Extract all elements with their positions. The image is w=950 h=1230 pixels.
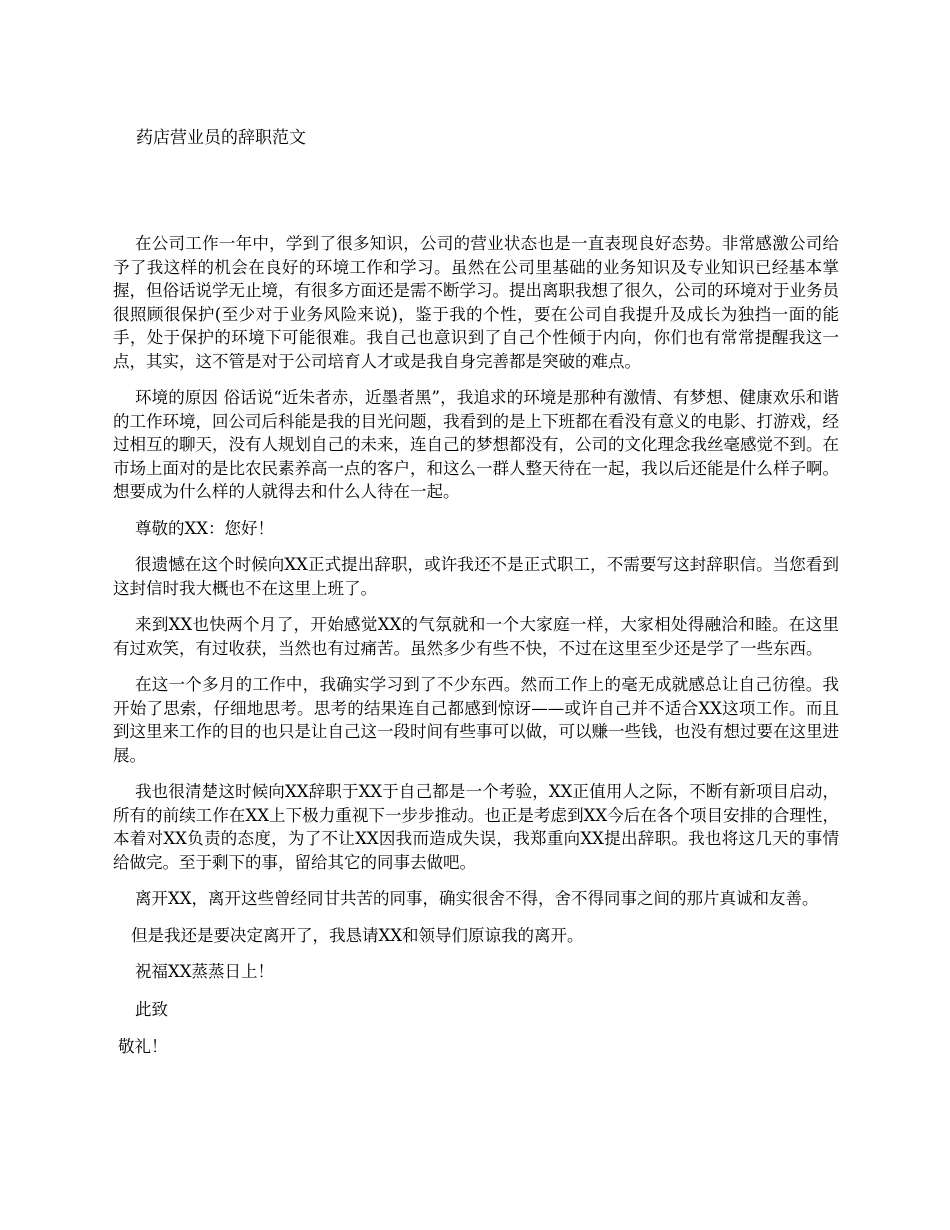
paragraph-8: 但是我还是要决定离开了，我恳请XX和领导们原谅我的离开。 [131, 925, 584, 945]
paragraph-4: 来到XX也快两个月了，开始感觉XX的气氛就和一个大家庭一样，大家相处得融洽和睦。在这里有过欢笑，有过收获，当然也有过痛苦。虽然多少有些不快，不过在这里至少还是学了一些东西。 [113, 615, 839, 658]
closing-cizhi: 此致 [135, 999, 168, 1019]
closing-jingli: 敬礼！ [118, 1037, 168, 1056]
blessing-line: 祝福XX蒸蒸日上！ [135, 962, 274, 981]
paragraph-3: 很遗憾在这个时候向XX正式提出辞职，或许我还不是正式职工，不需要写这封辞职信。当您看到这封信时我大概也不在这里上班了。 [113, 555, 839, 598]
document-body [113, 232, 839, 1072]
paragraph-7: 离开XX，离开这些曾经同甘共苦的同事，确实很舍不得，舍不得同事之间的那片真诚和友善。 [135, 889, 819, 908]
document-title: 药店营业员的辞职范文 [136, 128, 306, 148]
paragraph-6: 我也很清楚这时候向XX辞职于XX于自己都是一个考验，XX正值用人之际，不断有新项目启动，所有的前续工作在XX上下极力重视下一步步推动。也正是考虑到XX今后在各个项目安排的合理性，本着对XX负责的态度，为了不让XX因我而造成失误，我郑重向XX提出辞职。我也将这几天的事情给做完。至于剩下的事，留给其它的同事去做吧。 [113, 782, 839, 872]
salutation: 尊敬的XX：您好！ [135, 518, 274, 538]
paragraph-1: 在公司工作一年中，学到了很多知识，公司的营业状态也是一直表现良好态势。非常感激公司给予了我这样的机会在良好的环境工作和学习。虽然在公司里基础的业务知识及专业知识已经基本掌握，但俗话说学无止境，有很多方面还是需不断学习。提出离职我想了很久，公司的环境对于业务员很照顾很保护(至少对于业务风险来说)，鉴于我的个性，要在公司自我提升及成长为独挡一面的能手，处于保护的环境下可能很难。我自己也意识到了自己个性倾于内向，你们也有常常提醒我这一点，其实，这不管是对于公司培育人才或是我自身完善都是突破的难点。 [113, 234, 839, 371]
paragraph-5: 在这一个多月的工作中，我确实学习到了不少东西。然而工作上的毫无成就感总让自己彷徨。我开始了思索，仔细地思考。思考的结果连自己都感到惊讶——或许自己并不适合XX这项工作。而且到这里来工作的目的也只是让自己这一段时间有些事可以做，可以赚一些钱，也没有想过要在这里进展。 [113, 675, 839, 765]
paragraph-2: 环境的原因 俗话说“近朱者赤，近墨者黑”，我追求的环境是那种有激情、有梦想、健康欢乐和谐的工作环境，回公司后科能是我的目光问题，我看到的是上下班都在看没有意义的电影、打游戏，经过相互的聊天，没有人规划自己的未来，连自己的梦想都没有，公司的文化理念我丝毫感觉不到。在市场上面对的是比农民素养高一点的客户，和这么一群人整天待在一起，我以后还能是什么样子啊。想要成为什么样的人就得去和什么人待在一起。 [113, 388, 839, 501]
